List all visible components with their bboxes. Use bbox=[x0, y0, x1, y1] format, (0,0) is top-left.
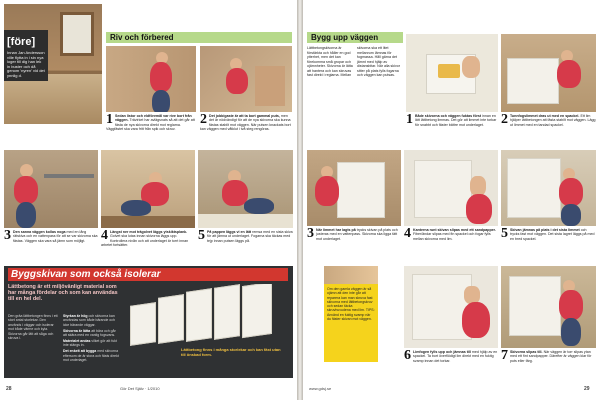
step2-caption bbox=[200, 114, 292, 132]
right-step1-number: 1 bbox=[406, 112, 413, 127]
right-step5-caption bbox=[501, 228, 596, 241]
right-step2-caption bbox=[501, 114, 596, 127]
bullet-item: Skivorna är lätta att bära och går att skära med en vanlig fogsvans. bbox=[63, 328, 116, 338]
step4-caption bbox=[101, 230, 195, 248]
step2-title: Det jobbigaste är att ta bort gammal puts, bbox=[209, 114, 280, 118]
right-step7-caption bbox=[501, 350, 596, 363]
step3-title: Den sanna väggen kollas noga bbox=[13, 230, 66, 234]
right-step5-number: 5 bbox=[501, 226, 508, 241]
step4-title: Längst ner mot trägolvet läggs ytskiktsplank. bbox=[110, 230, 188, 234]
step1-text: Trävirket har avlägsnats så att det går att fästa de nya skivorna direkt mot reglarna. Väggfästet ska vara fritt från spik och skruv. bbox=[106, 118, 195, 132]
step5-caption bbox=[198, 230, 293, 243]
lightweight-blocks-photo bbox=[124, 284, 290, 346]
info-box-col1-text: Den gräa lättbetongen finns i ett stort antal storlekar. Den används i väggar och isolerar mot både värme och kyla. Skivorna går lätt att såga och skruva i. bbox=[8, 314, 58, 341]
step5-number: 5 bbox=[198, 228, 205, 243]
step5-photo bbox=[198, 150, 293, 228]
right-step2-title: Tunnfogslimmet dras ut med en spackel. bbox=[510, 114, 580, 118]
before-tag-text: Innan Jan Andersson ville flytta in i sin nya loger till dig han lek in buster och då genom 'nyren' vid det ynnlig d. bbox=[7, 50, 45, 78]
step3-number: 3 bbox=[4, 228, 11, 243]
step1-photo bbox=[106, 46, 196, 112]
right-step7-photo bbox=[501, 266, 596, 348]
info-box-lead: Lättbetong är ett miljövänligt material som har många fördelar och som kan användas till en hel del. bbox=[8, 284, 118, 303]
step4-photo bbox=[101, 150, 195, 228]
right-step1-caption bbox=[406, 114, 498, 127]
section-title: Riv och förbered bbox=[110, 33, 174, 42]
step3-text: med en lång rätskiva och en vattenpass för att se var skivorna ska fästas. Väggen ska vara så jämn som möjligt. bbox=[13, 230, 98, 243]
right-step4-caption bbox=[404, 228, 498, 241]
info-box-bullets bbox=[63, 314, 119, 364]
step1-title: Sedan listor och eldföremål var rive bort från väggen. bbox=[115, 114, 192, 123]
right-page-number: 29 bbox=[584, 386, 590, 392]
step2-number: 2 bbox=[200, 112, 207, 127]
right-folio-text: www.gdsj.se bbox=[309, 386, 332, 391]
before-tag bbox=[4, 30, 48, 81]
right-section-title: Bygg upp väggen bbox=[311, 33, 379, 42]
right-step6-caption bbox=[404, 350, 498, 363]
right-step3-text: trycks skivan på plats och justeras med en vattenpass. Skivorna ska ligga tätt mot underlaget. bbox=[316, 228, 398, 241]
step3-caption bbox=[4, 230, 98, 243]
right-step4-text: Fiber/ändar slipas med fin spackel och fogar fylls mellan skivorna med lim. bbox=[413, 232, 491, 241]
step5-text: remsa med en sista skiva för att jämna ut underlaget. Fogarna ska täckas med tejp innan putsen läggs på. bbox=[207, 230, 293, 243]
right-step6-photo bbox=[404, 266, 498, 348]
tip-photo bbox=[324, 266, 378, 284]
step5-title: På pappen läggs vi en lätt bbox=[207, 230, 252, 234]
intro-text: Lättbetongskivorna är förstärkta och håller en god ytterhet, men det kan förekomma små gropar och ojämnheter. Skivorna är lätta att hantera och kan skruvas fast direkt i reglarna. Mellan skivorna ska ett litet mellanrum lämnas för fogmassa. Håll gärna det jämnt med hjälp av distansbitar. När alla skivor sitter på plats fylls fogarna och väggen kan putsas. bbox=[307, 46, 400, 77]
right-step4-title: Kanterna runt skivan slipas med ett sandpapper. bbox=[413, 228, 496, 232]
bullet-item: Styrkan är hög och skivorna kan användas som både bärande och icke bärande väggar. bbox=[63, 314, 115, 327]
right-step6-title: Limfogen fylls upp och jämnas till bbox=[413, 350, 471, 354]
right-step3-number: 3 bbox=[307, 226, 314, 241]
right-section-title-bar bbox=[307, 32, 403, 43]
info-box-title: Byggskivan som också isolerar bbox=[8, 268, 288, 281]
right-page bbox=[303, 0, 600, 400]
section-title-bar bbox=[106, 32, 292, 43]
right-step1-photo bbox=[406, 34, 498, 112]
bullet-item: Materialet andas vilket gör att fukt inte stängs in. bbox=[63, 339, 117, 348]
right-step3-photo bbox=[307, 150, 401, 226]
right-step2-photo bbox=[501, 34, 596, 112]
info-box-photo-caption: Lättbetong finns i många storlekar och kan fäst utan till önskad form. bbox=[181, 347, 281, 357]
left-folio-text: Gör Det Själv · 1/2010 bbox=[120, 386, 160, 391]
right-step5-text: och trycks fast mot väggen. Det sista lagret läggs på med en bred spackel. bbox=[510, 228, 595, 241]
left-page bbox=[0, 0, 297, 400]
right-step4-photo bbox=[404, 150, 498, 226]
right-step3-caption bbox=[307, 228, 401, 241]
step3-photo bbox=[4, 150, 98, 228]
right-step1-text: innan en lätt lättbetong limmas. Det gör att limmet inte torkar för snabbt och fäster bättre mot underlaget. bbox=[415, 114, 497, 127]
right-step5-title: Skivan jämnas på plats i det sista limmet bbox=[510, 228, 580, 232]
right-step7-number: 7 bbox=[501, 348, 508, 363]
step2-photo bbox=[200, 46, 292, 112]
tip-box: Om den gamla väggen är så ojämn att den inte går att reparera kan man skruva fast skivorna med lättbetongskruv och sedan täcka skruvhuvudena med lim. TIPS: Använd en fuktig svamp när du fäster skivan mot väggen. bbox=[324, 284, 378, 362]
right-step2-text: Ett lim hjälper lättbetongen att fästa stabilt mot väggen. Lägg ut limmet med en tandad spackel. bbox=[510, 114, 596, 127]
bullet-item: Det enkelt att bygga med skivorna eftersom de är stora och fästs direkt mot underlaget. bbox=[63, 349, 119, 363]
right-step4-number: 4 bbox=[404, 226, 411, 241]
step2-text: men det är nödvändigt för att de nya skivorna ska kunna fästas stabilt mot väggen. När putsen knackats bort kan väggen med våtklut i två steg rengöras. bbox=[200, 114, 291, 132]
right-step7-title: Skivorna slipas till. bbox=[510, 350, 543, 354]
before-tag-title: [före] bbox=[7, 36, 36, 48]
step1-caption bbox=[106, 114, 196, 132]
left-page-number: 28 bbox=[6, 386, 12, 392]
step4-text: Golvet ska lutas innan skivorna läggs upp. Kontrollera nivån och att underlaget är torrt innan arbetet fortsätter. bbox=[101, 234, 189, 248]
right-step7-text: När väggen är torr slipas ytan med ett fint sandpapper. Därefter är väggen klar för puts eller färg. bbox=[510, 350, 592, 363]
right-step3-title: När limmet har lagts på bbox=[316, 228, 356, 232]
info-box-col1 bbox=[8, 314, 60, 340]
step4-number: 4 bbox=[101, 228, 108, 243]
right-step5-photo bbox=[501, 150, 596, 226]
step1-number: 1 bbox=[106, 112, 113, 127]
right-step2-number: 2 bbox=[501, 112, 508, 127]
right-step6-number: 6 bbox=[404, 348, 411, 363]
right-step6-text: med hjälp av en spackel. Ta bort överflödigt lim direkt med en fuktig svamp innan det torkar. bbox=[413, 350, 498, 363]
right-step1-title: Både skivorna och väggen fuktas först bbox=[415, 114, 482, 118]
